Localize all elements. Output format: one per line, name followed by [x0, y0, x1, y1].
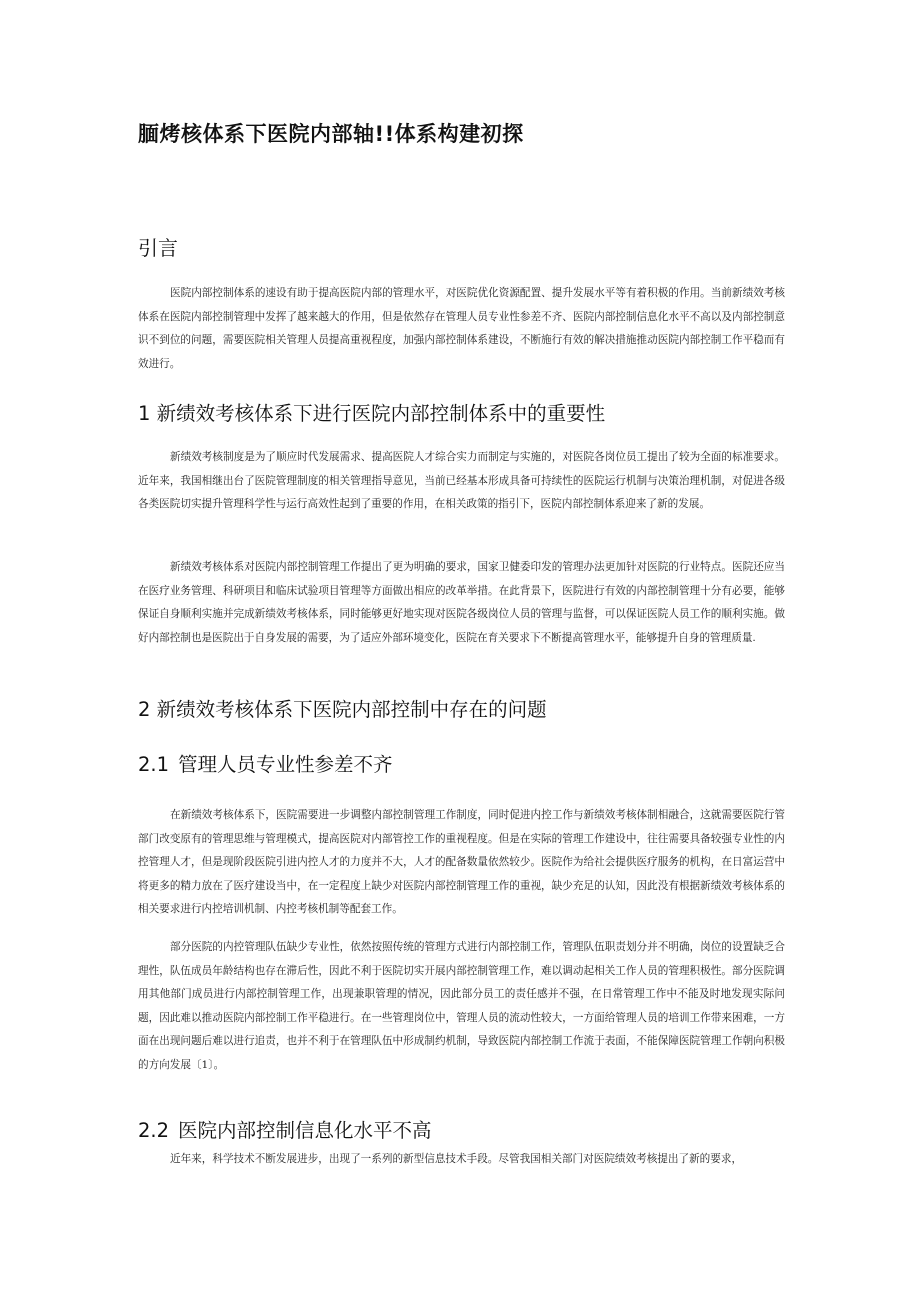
document-title: 腼烤核体系下医院内部轴!!体系构建初探 [138, 122, 524, 146]
section-1-heading: 1 新绩效考核体系下进行医院内部控制体系中的重要性 [138, 402, 606, 425]
section-2-1-title: 管理人员专业性参差不齐 [178, 753, 393, 776]
section-1-paragraph-2: 新绩效考核体系对医院内部控制管理工作提出了更为明确的要求，国家卫健委印发的管理办法更加针对医院的行业特点。医院还应当在医疗业务管理、科研项目和临床试验项目管理等方面做出相应的改革举措。在此背景下，医院进行有效的内部控制管理十分有必要，能够保证自身顺利实施并完成新绩效考核体系，同时能够更好地实现对医院各级岗位人员的管理与监督，可以保证医院人员工作的顺利实施。做好内部控制也是医院出于自身发展的需要，为了适应外部环境变化，医院在育关要求下不断提高管理水平，能够提升自身的管理质量. [138, 561, 785, 644]
section-1-paragraph-1: 新绩效考核制度是为了顺应时代发展需求、提高医院人才综合实力而制定与实施的，对医院各岗位员工提出了较为全面的标准要求。近年来，我国相继出台了医院管理制度的相关管理指导意见，当前已经基本形成具备可持续性的医院运行机制与决策治理机制，对促进各级各类医院切实提升管理科学性与运行高效性起到了重要的作用，在相关政策的指引下，医院内部控制体系迎来了新的发展。 [138, 451, 785, 511]
section-2-2-number: 2.2 [138, 1119, 170, 1142]
section-2-1-paragraph-2: 部分医院的内控管理队伍缺少专业性，依然按照传统的管理方式进行内部控制工作，管理队伍职责划分并不明确，岗位的设置缺乏合理性，队伍成员年龄结构也存在滞后性，因此不利于医院切实开展内部控制管理工作，难以调动起相关工作人员的管理积极性。部分医院调用其他部门成员进行内部控制管理工作，出现兼职管理的情况，因此部分员工的责任感并不强，在日常管理工作中不能及时地发现实际问题，因此难以推动医院内部控制工作平稳进行。在一些管理岗位中，管理人员的流动性较大，一方面给管理人员的培训工作带来困难，一方面在出现问题后难以进行追责，也并不利于在管理队伍中形成制约机制，导致医院内部控制工作流于表面，不能保障医院管理工作朝向积极的方向发展〔1〕。 [138, 941, 785, 1071]
section-2-1-number: 2.1 [138, 753, 170, 776]
section-2-2-title: 医院内部控制信息化水平不高 [178, 1119, 432, 1142]
intro-paragraph: 医院内部控制体系的速设有助于提高医院内部的管理水平，对医院优化资源配置、提升发展水平等有着积极的作用。当前新绩效考核体系在医院内部控制管理中发挥了越来越大的作用，但是依然存在管理人员专业性参差不齐、医院内部控制信息化水平不高以及内部控制意识不到位的问题，需要医院相关管理人员提高重视程度，加强内部控制体系建设，不断施行有效的解决措施推动医院内部控制工作平稳而有效进行。 [138, 287, 785, 370]
section-2-1-paragraph-1: 在新绩效考核体系下，医院需要进一步调整内部控制管理工作制度，同时促进内控工作与新绩效考核体制相融合，这就需要医院行管部门改变原有的管理思维与管理模式，提高医院对内部管控工作的重视程度。但是在实际的管理工作建设中，往往需要具备较强专业性的内控管理人才，但是现阶段医院引进内控人才的力度并不大，人才的配备数量依然较少。医院作为给社会提供医疗服务的机构，在日富运营中将更多的精力放在了医疗建设当中，在一定程度上缺少对医院内部控制管理工作的重视，缺少充足的认知，因此没有根据新绩效考核体系的相关要求进行内控培训机制、内控考核机制等配套工作。 [138, 809, 785, 916]
section-2-2-heading [138, 1115, 432, 1143]
section-2-1-heading [138, 749, 393, 777]
intro-heading: 引言 [138, 236, 178, 260]
section-2-heading: 2 新绩效考核体系下医院内部控制中存在的问题 [138, 698, 547, 721]
section-2-2-paragraph-1: 近年来，科学技术不断发展进步，出现了一系列的新型信息技术手段。尽管我国相关部门对医院绩效考核提出了新的要求， [170, 1153, 743, 1165]
